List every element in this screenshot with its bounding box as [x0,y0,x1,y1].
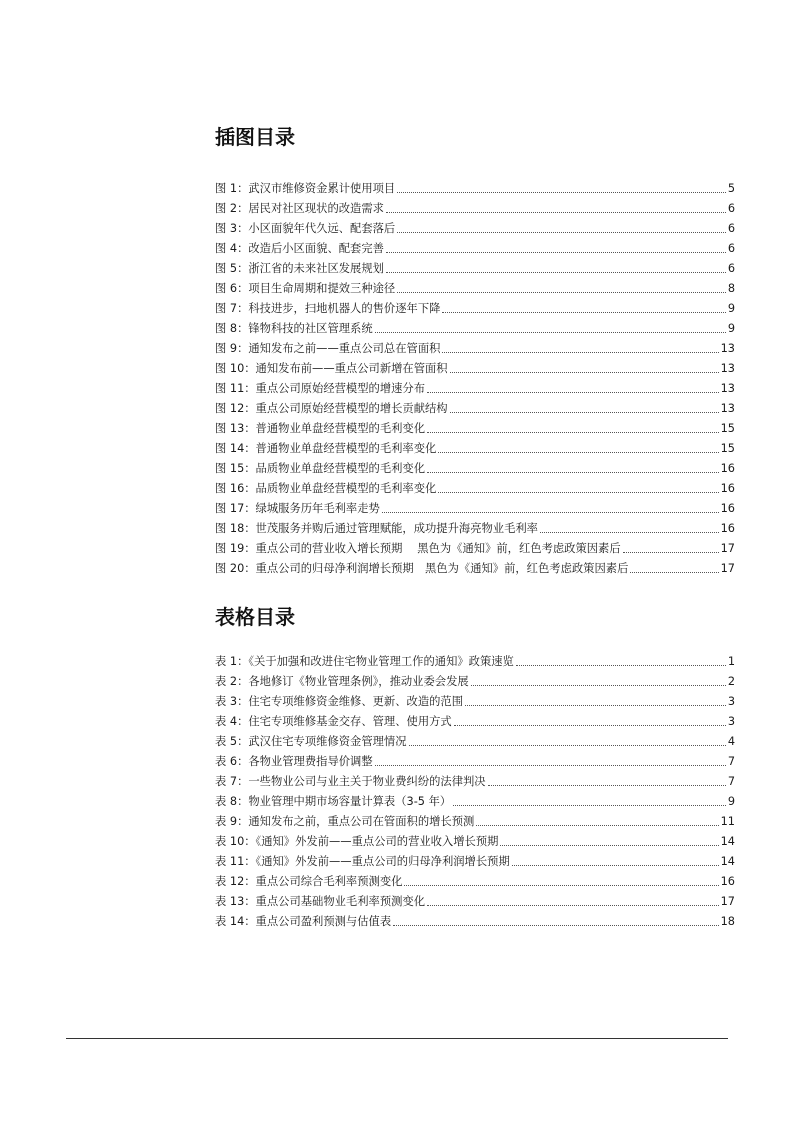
footer-rule [66,1038,728,1039]
entry-label: 表 6：各物业管理费指导价调整 [215,755,373,768]
entry-label: 图 8：锋物科技的社区管理系统 [215,322,373,335]
entry-page-number: 13 [720,402,735,415]
figure-toc-entry[interactable] [215,536,735,556]
tables-list [215,649,735,929]
figure-toc-entry[interactable] [215,496,735,516]
entry-page-number: 6 [727,242,735,255]
table-toc-entry[interactable] [215,729,735,749]
dot-leader [488,785,726,786]
dot-leader [623,552,719,553]
dot-leader [427,472,719,473]
entry-label: 图 10：通知发布前——重点公司新增在管面积 [215,362,448,375]
entry-page-number: 18 [720,915,735,928]
dot-leader [404,885,718,886]
entry-label: 表 7：一些物业公司与业主关于物业费纠纷的法律判决 [215,775,486,788]
entry-page-number: 13 [720,342,735,355]
dot-leader [375,332,726,333]
entry-page-number: 7 [727,775,735,788]
figure-toc-entry[interactable] [215,376,735,396]
entry-label: 图 12：重点公司原始经营模型的增长贡献结构 [215,402,448,415]
entry-page-number: 16 [720,522,735,535]
entry-label: 表 3：住宅专项维修资金维修、更新、改造的范围 [215,695,464,708]
figure-toc-entry[interactable] [215,236,735,256]
entry-page-number: 6 [727,202,735,215]
entry-label: 图 3：小区面貌年代久远、配套落后 [215,222,396,235]
entry-page-number: 17 [720,542,735,555]
figure-toc-entry[interactable] [215,276,735,296]
dot-leader [386,212,726,213]
entry-page-number: 16 [720,502,735,515]
dot-leader [382,512,719,513]
table-toc-entry[interactable] [215,689,735,709]
dot-leader [540,532,719,533]
entry-page-number: 7 [727,755,735,768]
entry-label: 表 12：重点公司综合毛利率预测变化 [215,875,403,888]
dot-leader [397,192,726,193]
figure-toc-entry[interactable] [215,516,735,536]
entry-label: 表 9：通知发布之前，重点公司在管面积的增长预测 [215,815,475,828]
dot-leader [442,312,725,313]
entry-page-number: 2 [727,675,735,688]
dot-leader [454,725,726,726]
figure-toc-entry[interactable] [215,256,735,276]
dot-leader [427,392,719,393]
figure-toc-entry[interactable] [215,436,735,456]
figure-toc-entry[interactable] [215,216,735,236]
entry-label: 图 11：重点公司原始经营模型的增速分布 [215,382,426,395]
entry-label: 图 9：通知发布之前——重点公司总在管面积 [215,342,441,355]
figure-toc-entry[interactable] [215,296,735,316]
entry-label: 图 2：居民对社区现状的改造需求 [215,202,384,215]
dot-leader [427,432,719,433]
dot-leader [442,352,718,353]
entry-page-number: 6 [727,262,735,275]
table-toc-entry[interactable] [215,789,735,809]
entry-label: 图 1：武汉市维修资金累计使用项目 [215,182,396,195]
entry-page-number: 4 [727,735,735,748]
entry-page-number: 5 [727,182,735,195]
entry-page-number: 11 [720,815,735,828]
entry-label: 表 11：《通知》外发前——重点公司的归母净利润增长预期 [215,855,510,868]
entry-label: 图 16：品质物业单盘经营模型的毛利率变化 [215,482,437,495]
table-toc-entry[interactable] [215,809,735,829]
figure-toc-entry[interactable] [215,396,735,416]
entry-label: 图 13：普通物业单盘经营模型的毛利变化 [215,422,426,435]
entry-label: 表 10：《通知》外发前——重点公司的营业收入增长预期 [215,835,499,848]
entry-page-number: 13 [720,382,735,395]
entry-page-number: 14 [720,855,735,868]
dot-leader [471,685,726,686]
entry-page-number: 3 [727,715,735,728]
table-toc-entry[interactable] [215,649,735,669]
entry-page-number: 13 [720,362,735,375]
entry-label: 表 1：《关于加强和改进住宅物业管理工作的通知》政策速览 [215,655,514,668]
entry-label: 表 4：住宅专项维修基金交存、管理、使用方式 [215,715,452,728]
figures-heading: 插图目录 [215,125,295,149]
table-toc-entry[interactable] [215,909,735,929]
entry-label: 图 17：绿城服务历年毛利率走势 [215,502,380,515]
table-toc-entry[interactable] [215,709,735,729]
dot-leader [409,745,726,746]
dot-leader [386,252,726,253]
entry-label: 图 6：项目生命周期和提效三种途径 [215,282,396,295]
dot-leader [375,765,726,766]
dot-leader [476,825,718,826]
dot-leader [630,572,718,573]
entry-label: 图 18：世茂服务并购后通过管理赋能，成功提升海亮物业毛利率 [215,522,538,535]
entry-page-number: 1 [727,655,735,668]
entry-label: 表 2：各地修订《物业管理条例》，推动业委会发展 [215,675,469,688]
dot-leader [397,292,726,293]
dot-leader [516,665,726,666]
entry-page-number: 9 [727,795,735,808]
entry-page-number: 3 [727,695,735,708]
dot-leader [397,232,726,233]
entry-page-number: 6 [727,222,735,235]
table-toc-entry[interactable] [215,849,735,869]
entry-page-number: 9 [727,302,735,315]
table-toc-entry[interactable] [215,769,735,789]
entry-label: 图 19：重点公司的营业收入增长预期 黑色为《通知》前，红色考虑政策因素后 [215,542,621,555]
entry-label: 图 14：普通物业单盘经营模型的毛利率变化 [215,442,437,455]
dot-leader [450,412,719,413]
table-toc-entry[interactable] [215,749,735,769]
dot-leader [438,452,718,453]
figure-toc-entry[interactable] [215,336,735,356]
dot-leader [427,905,719,906]
table-toc-entry[interactable] [215,829,735,849]
entry-page-number: 16 [720,875,735,888]
entry-page-number: 17 [720,895,735,908]
dot-leader [453,805,726,806]
dot-leader [438,492,718,493]
dot-leader [512,865,719,866]
entry-page-number: 15 [720,422,735,435]
figure-toc-entry[interactable] [215,316,735,336]
tables-heading: 表格目录 [215,605,295,629]
dot-leader [450,372,719,373]
entry-page-number: 14 [720,835,735,848]
entry-label: 图 7：科技进步，扫地机器人的售价逐年下降 [215,302,441,315]
figure-toc-entry[interactable] [215,476,735,496]
entry-label: 表 13：重点公司基础物业毛利率预测变化 [215,895,426,908]
entry-page-number: 9 [727,322,735,335]
entry-label: 表 5：武汉住宅专项维修资金管理情况 [215,735,407,748]
entry-page-number: 17 [720,562,735,575]
dot-leader [393,925,719,926]
figure-toc-entry[interactable] [215,416,735,436]
table-toc-entry[interactable] [215,669,735,689]
entry-page-number: 15 [720,442,735,455]
figure-toc-entry[interactable] [215,196,735,216]
entry-page-number: 8 [727,282,735,295]
figure-toc-entry[interactable] [215,556,735,576]
entry-label: 图 20：重点公司的归母净利润增长预期 黑色为《通知》前，红色考虑政策因素后 [215,562,629,575]
figure-toc-entry[interactable] [215,356,735,376]
figure-toc-entry[interactable] [215,456,735,476]
table-toc-entry[interactable] [215,889,735,909]
entry-label: 表 8：物业管理中期市场容量计算表（3-5 年） [215,795,452,808]
entry-page-number: 16 [720,462,735,475]
dot-leader [500,845,718,846]
entry-label: 表 14：重点公司盈利预测与估值表 [215,915,392,928]
figure-toc-entry[interactable] [215,176,735,196]
entry-label: 图 5：浙江省的未来社区发展规划 [215,262,384,275]
figures-list [215,176,735,576]
entry-page-number: 16 [720,482,735,495]
entry-label: 图 15：品质物业单盘经营模型的毛利变化 [215,462,426,475]
entry-label: 图 4：改造后小区面貌、配套完善 [215,242,384,255]
dot-leader [386,272,726,273]
dot-leader [465,705,726,706]
table-toc-entry[interactable] [215,869,735,889]
